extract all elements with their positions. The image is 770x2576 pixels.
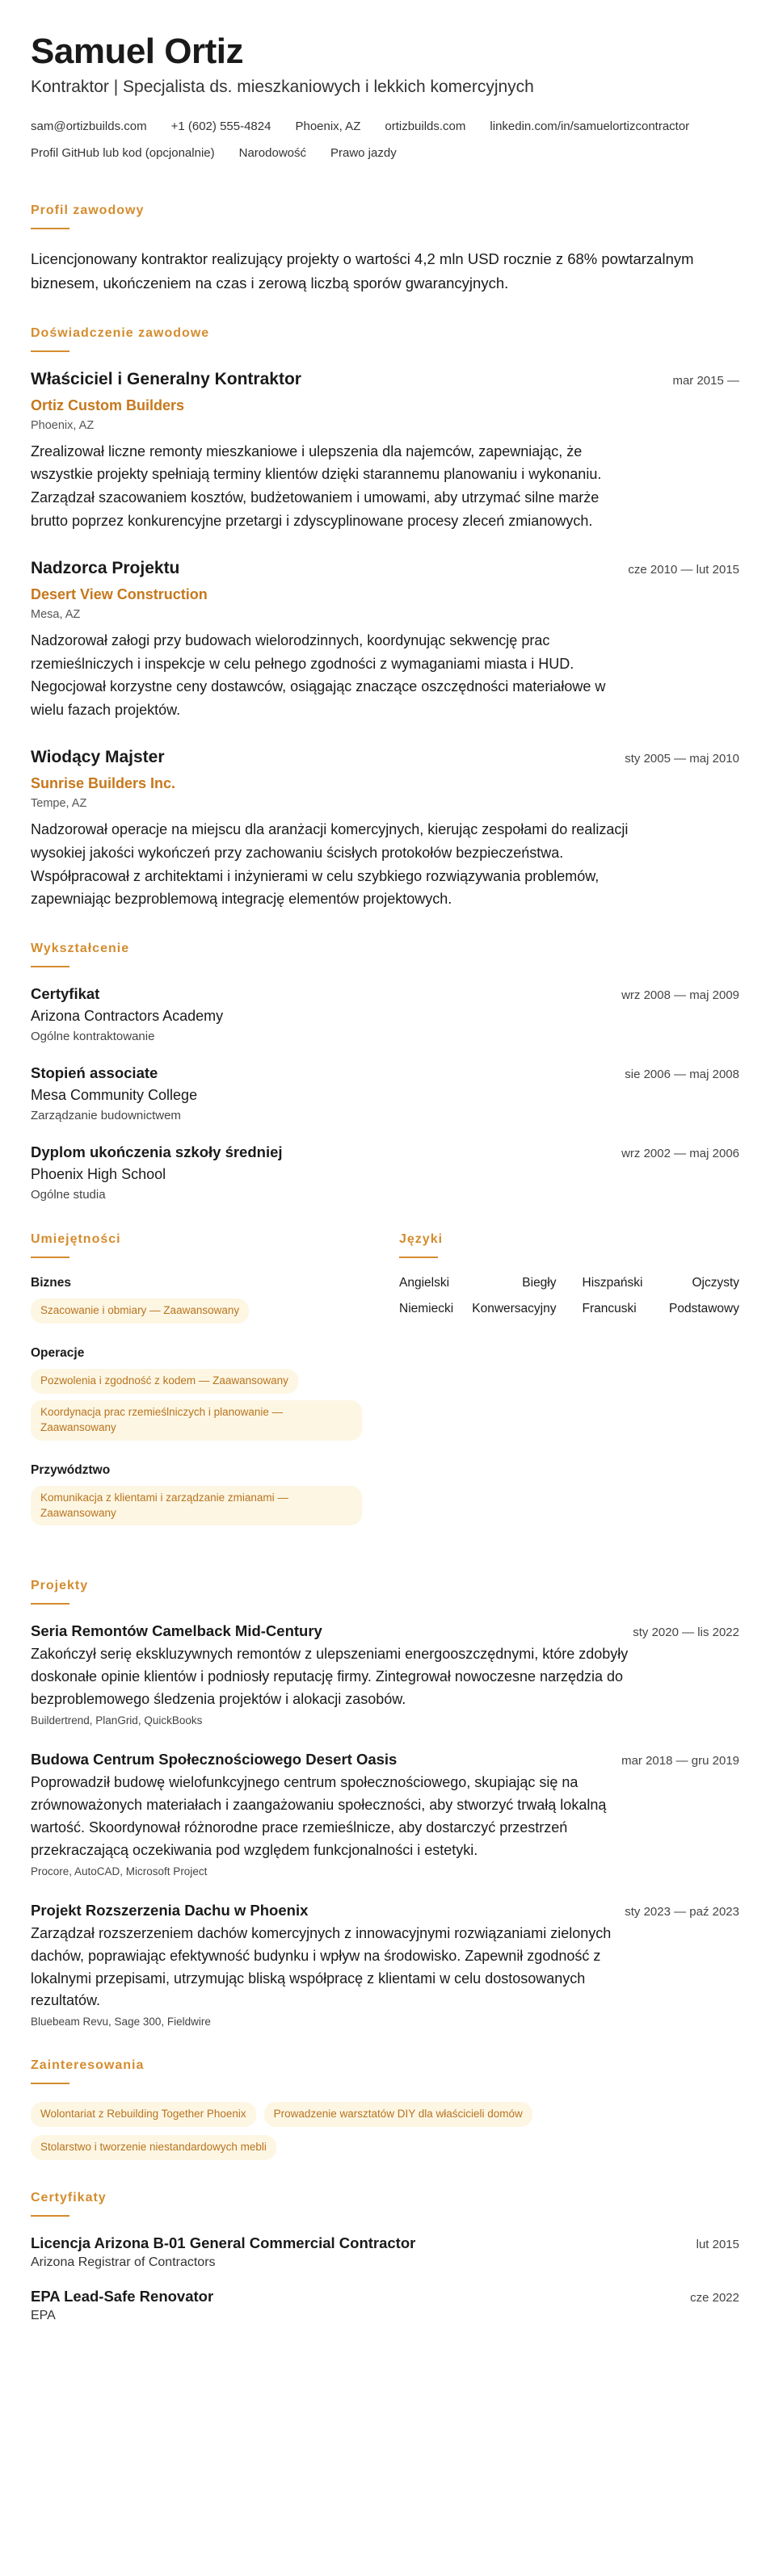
job-date: mar 2015 —: [672, 373, 739, 388]
job-company: Sunrise Builders Inc.: [31, 774, 176, 791]
job-company: Desert View Construction: [31, 585, 208, 602]
language-level: Konwersacyjny: [472, 1302, 557, 1316]
education-date: wrz 2002 — maj 2006: [621, 1147, 739, 1161]
section-divider: [31, 1603, 69, 1605]
summary-text: Licencjonowany kontraktor realizujący projekty o wartości 4,2 mln USD rocznie z 68% powtarzalnym biznesem, ukończeniem na czas i zerową liczbą sporów gwarancyjnych.: [31, 250, 694, 292]
education-degree: Dyplom ukończenia szkoły średniej: [31, 1143, 283, 1161]
language-name: Francuski: [582, 1302, 637, 1316]
interest-tag: Stolarstwo i tworzenie niestandardowych mebli: [31, 2135, 276, 2160]
contact-github[interactable]: Profil GitHub lub kod (opcjonalnie): [31, 146, 215, 161]
certification-issuer: Arizona Registrar of Contractors: [31, 2255, 216, 2270]
contact-nationality: Narodowość: [238, 146, 306, 161]
job-title: Wiodący Majster: [31, 747, 165, 766]
skill-group-name: Operacje: [31, 1346, 85, 1361]
project-description: Zarządzał rozszerzeniem dachów komercyjnych z innowacyjnymi rozwiązaniami zielonych dachów, poprawiając efektywność budynku i wpływ na środowisko. Zapewnił zgodność z lokalnymi przepisami, utrzymując bliską współpracę z klientami w celu dostosowanych rezultatów.: [31, 1924, 612, 2009]
project-title: Projekt Rozszerzenia Dachu w Phoenix: [31, 1901, 309, 1919]
section-title: Wykształcenie: [31, 942, 130, 956]
section-title: Doświadczenie zawodowe: [31, 325, 210, 340]
contact-phone[interactable]: +1 (602) 555-4824: [170, 120, 271, 134]
project-tools: Buildertrend, PlanGrid, QuickBooks: [31, 1714, 203, 1727]
language-name: Niemiecki: [399, 1302, 454, 1316]
education-degree: Certyfikat: [31, 985, 100, 1003]
skill-group: [31, 1276, 383, 1330]
project-entry: [31, 1902, 739, 2028]
education-date: sie 2006 — maj 2008: [625, 1068, 739, 1082]
job-location: Tempe, AZ: [31, 796, 87, 810]
candidate-name: Samuel Ortiz: [31, 31, 243, 71]
project-date: mar 2018 — gru 2019: [621, 1754, 739, 1768]
skill-group: [31, 1346, 383, 1447]
section-title: Profil zawodowy: [31, 203, 145, 218]
interest-list: [31, 2102, 645, 2160]
education-field: Ogólne studia: [31, 1188, 106, 1202]
job-entry: [31, 559, 739, 722]
job-entry: [31, 370, 739, 533]
job-company: Ortiz Custom Builders: [31, 396, 185, 413]
job-entry: [31, 748, 739, 911]
summary-section: [31, 203, 739, 295]
interest-tag: Wolontariat z Rebuilding Together Phoenix: [31, 2102, 256, 2127]
education-entry: [31, 985, 739, 1043]
language-name: Hiszpański: [582, 1276, 643, 1290]
education-entry: [31, 1143, 739, 1202]
skills-languages-row: [31, 1232, 739, 1548]
skill-tag: Komunikacja z klientami i zarządzanie zmianami — Zaawansowany: [31, 1486, 362, 1526]
contact-list: [31, 120, 739, 173]
project-entry: [31, 1751, 739, 1877]
interest-tag: Prowadzenie warsztatów DIY dla właścicieli domów: [264, 2102, 532, 2127]
language-name: Angielski: [399, 1276, 450, 1290]
section-divider: [31, 228, 69, 229]
project-date: sty 2023 — paź 2023: [625, 1904, 739, 1919]
candidate-headline: Kontraktor | Specjalista ds. mieszkaniowych i lekkich komercyjnych: [31, 78, 534, 97]
section-divider: [399, 1257, 438, 1258]
language-item: [399, 1276, 570, 1290]
contact-driving-license: Prawo jazdy: [330, 146, 397, 161]
skill-tag: Szacowanie i obmiary — Zaawansowany: [31, 1298, 249, 1324]
certification-date: cze 2022: [690, 2291, 739, 2305]
section-divider: [31, 350, 69, 352]
language-level: Podstawowy: [668, 1302, 739, 1316]
section-divider: [31, 1257, 69, 1258]
project-description: Zakończył serię ekskluzywnych remontów z ulepszeniami energooszczędnymi, które zdobyły doskonałe opinie klientów i podniosły reputację firmy. Zintegrował nowoczesne narzędzia do bezproblemowego śledzenia projektów i alokacji zasobów.: [31, 1646, 629, 1708]
skill-group-name: Biznes: [31, 1276, 71, 1290]
section-divider: [31, 2215, 69, 2217]
project-tools: Bluebeam Revu, Sage 300, Fieldwire: [31, 2016, 211, 2028]
languages-section: [399, 1232, 739, 1548]
job-description: Nadzorował załogi przy budowach wielorodzinnych, koordynując sekwencję prac rzemieślniczych i inspekcje w celu pełnego zgodności z wymaganiami miasta i HUD. Negocjował korzystne ceny dostawców, osiągając znaczące oszczędności materiałowe w wielu fazach projektów.: [31, 631, 606, 719]
skills-section: [31, 1232, 399, 1548]
education-degree: Stopień associate: [31, 1064, 158, 1082]
job-location: Mesa, AZ: [31, 607, 81, 621]
section-title: Zainteresowania: [31, 2058, 145, 2073]
skill-tag: Koordynacja prac rzemieślniczych i planowanie — Zaawansowany: [31, 1400, 362, 1441]
project-tools: Procore, AutoCAD, Microsoft Project: [31, 1865, 208, 1877]
skill-group: [31, 1463, 383, 1533]
job-title: Nadzorca Projektu: [31, 558, 180, 577]
education-field: Zarządzanie budownictwem: [31, 1109, 181, 1123]
section-title: Certyfikaty: [31, 2191, 107, 2205]
project-title: Seria Remontów Camelback Mid-Century: [31, 1622, 322, 1640]
language-item: [399, 1302, 570, 1316]
education-date: wrz 2008 — maj 2009: [621, 988, 739, 1003]
certification-entry: [31, 2234, 739, 2270]
section-title: Umiejętności: [31, 1232, 121, 1247]
interests-section: [31, 2058, 739, 2160]
project-description: Poprowadził budowę wielofunkcyjnego centrum społecznościowego, skupiając się na zrównoważonych materiałach i zaangażowaniu społeczności, aby stworzyć trwałą lokalną wartość. Skoordynował różnorodne prace rzemieślnicze, aby dostarczyć przestrzeń przekraczającą oczekiwania pod względem funkcjonalności i estetyki.: [31, 1774, 607, 1858]
job-date: cze 2010 — lut 2015: [628, 562, 739, 577]
education-school: Mesa Community College: [31, 1087, 198, 1104]
certification-name: EPA Lead-Safe Renovator: [31, 2288, 214, 2305]
job-location: Phoenix, AZ: [31, 418, 95, 432]
project-title: Budowa Centrum Społecznościowego Desert Oasis: [31, 1751, 398, 1768]
certification-entry: [31, 2288, 739, 2323]
contact-email[interactable]: sam@ortizbuilds.com: [31, 120, 147, 134]
language-level: Ojczysty: [692, 1276, 739, 1290]
job-title: Właściciel i Generalny Kontraktor: [31, 369, 301, 388]
skill-group-name: Przywództwo: [31, 1462, 111, 1477]
skill-tag: Pozwolenia i zgodność z kodem — Zaawansowany: [31, 1369, 298, 1394]
section-title: Projekty: [31, 1579, 89, 1593]
certification-issuer: EPA: [31, 2309, 56, 2323]
education-school: Arizona Contractors Academy: [31, 1008, 224, 1025]
project-entry: [31, 1622, 739, 1726]
contact-website[interactable]: ortizbuilds.com: [385, 120, 466, 134]
contact-location: Phoenix, AZ: [295, 120, 361, 134]
education-section: [31, 942, 739, 1202]
projects-section: [31, 1579, 739, 2028]
job-date: sty 2005 — maj 2010: [625, 751, 739, 766]
language-level: Biegły: [522, 1276, 557, 1290]
education-school: Phoenix High School: [31, 1166, 166, 1183]
language-item: [570, 1302, 740, 1316]
resume-header: [31, 32, 739, 173]
contact-linkedin[interactable]: linkedin.com/in/samuelortizcontractor: [490, 120, 690, 134]
project-date: sty 2020 — lis 2022: [633, 1626, 739, 1640]
certification-name: Licencja Arizona B-01 General Commercial Contractor: [31, 2234, 416, 2252]
language-list: [399, 1276, 739, 1328]
education-entry: [31, 1064, 739, 1122]
job-description: Nadzorował operacje na miejscu dla aranżacji komercyjnych, kierując zespołami do realizacji wysokiej jakości wykończeń przy zachowaniu ścisłych protokołów bezpieczeństwa. Współpracował z architektami i inżynierami w celu szybkiego rozwiązywania problemów, zapewniając bezproblemową integrację elementów projektowych.: [31, 820, 629, 908]
section-title: Języki: [399, 1232, 444, 1247]
experience-section: [31, 326, 739, 912]
certifications-section: [31, 2191, 739, 2323]
job-description: Zrealizował liczne remonty mieszkaniowe i ulepszenia dla najemców, zapewniając, że wszystkie projekty spełniają terminy klientów dzięki starannemu planowaniu i wykonaniu. Zarządzał szacowaniem kosztów, budżetowaniem i umowami, aby utrzymać silne marże brutto poprzez konkurencyjne przetargi i zdyscyplinowane procesy zleceń zmianowych.: [31, 443, 602, 529]
section-divider: [31, 966, 69, 967]
certification-date: lut 2015: [696, 2238, 739, 2252]
language-item: [570, 1276, 740, 1290]
education-field: Ogólne kontraktowanie: [31, 1030, 155, 1044]
section-divider: [31, 2083, 69, 2084]
